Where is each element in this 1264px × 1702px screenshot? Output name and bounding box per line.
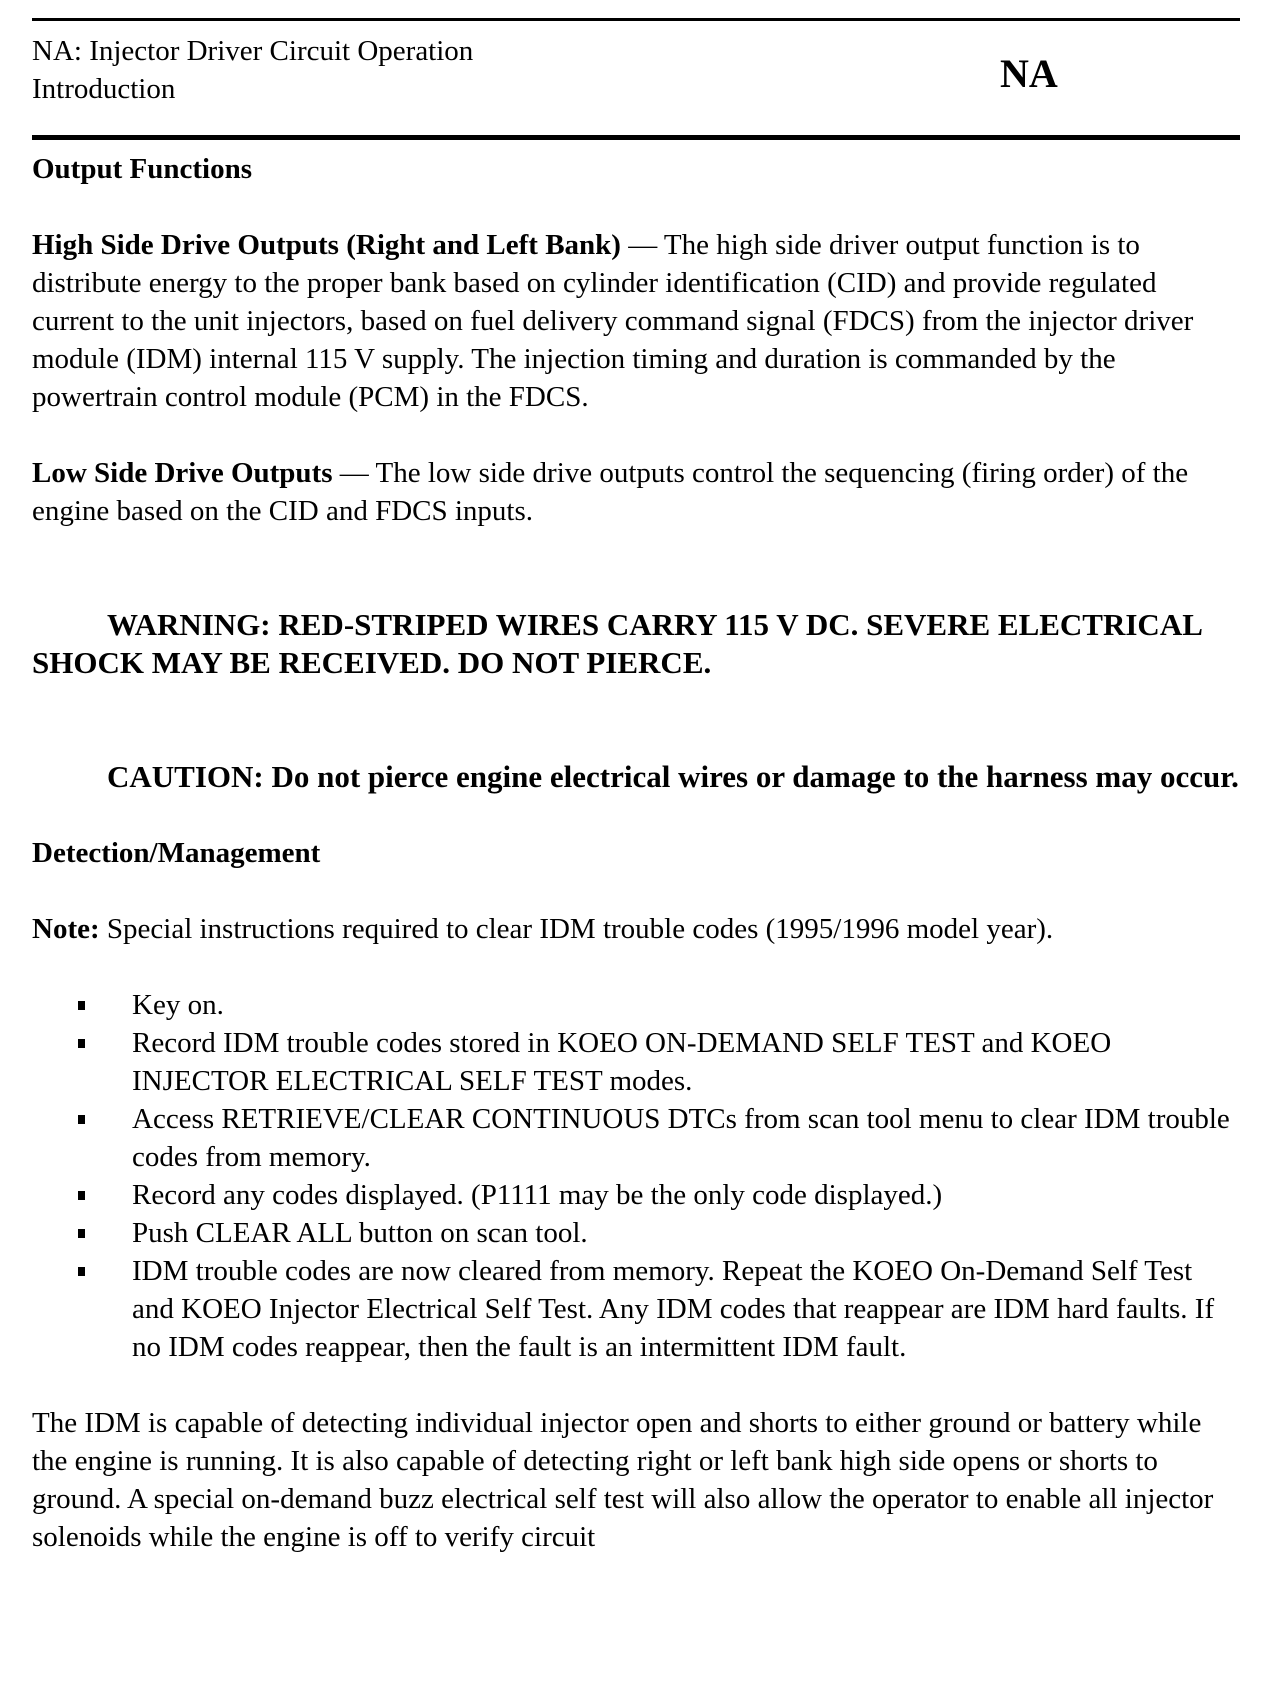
section-code: NA — [1000, 51, 1058, 96]
note-label: Note: — [32, 913, 100, 945]
low-side-label: Low Side Drive Outputs — [32, 457, 333, 489]
closing-paragraph: The IDM is capable of detecting individual injector open and shorts to either ground or battery while the engine is running. It is also capable of detecting right or left bank high side opens or shorts to ground. A special on-demand buzz electrical self test will also allow the operator to enable all injector solenoids while the engine is off to verify circuit — [32, 1407, 1214, 1553]
section-heading-detection: Detection/Management — [32, 837, 321, 869]
high-side-paragraph — [32, 226, 1240, 416]
list-item: Access RETRIEVE/CLEAR CONTINUOUS DTCs from scan tool menu to clear IDM trouble codes from memory. — [32, 1100, 1240, 1176]
list-item: Push CLEAR ALL button on scan tool. — [32, 1214, 1240, 1252]
note-paragraph — [32, 910, 1240, 948]
low-side-text: — The low side drive outputs control the sequencing (firing order) of the engine based on the CID and FDCS inputs. — [32, 457, 1189, 527]
bullet-icon — [78, 1267, 85, 1276]
header-subtitle: Introduction — [32, 73, 176, 105]
note-text: Special instructions required to clear IDM trouble codes (1995/1996 model year). — [99, 913, 1054, 945]
section-heading-output-functions: Output Functions — [32, 153, 252, 185]
header-title: NA: Injector Driver Circuit Operation — [32, 35, 474, 67]
caution-paragraph — [32, 758, 1240, 796]
bullet-icon — [78, 1039, 85, 1048]
caution-text: CAUTION: Do not pierce engine electrical wires or damage to the harness may occur. — [107, 759, 1239, 794]
clear-codes-steps — [32, 986, 1240, 1366]
list-item: IDM trouble codes are now cleared from memory. Repeat the KOEO On-Demand Self Test and KOEO Injector Electrical Self Test. Any IDM codes that reappear are IDM hard faults. If no IDM codes reappear, then the fault is an intermittent IDM fault. — [32, 1252, 1240, 1366]
document-header — [32, 32, 1240, 112]
list-item: Key on. — [32, 986, 1240, 1024]
list-item: Record IDM trouble codes stored in KOEO ON-DEMAND SELF TEST and KOEO INJECTOR ELECTRICAL SELF TEST modes. — [32, 1024, 1240, 1100]
header-top-rule — [32, 18, 1240, 21]
high-side-label: High Side Drive Outputs (Right and Left Bank) — [32, 229, 621, 261]
warning-paragraph — [32, 606, 1240, 682]
low-side-paragraph — [32, 454, 1240, 530]
list-item: Record any codes displayed. (P1111 may be the only code displayed.) — [32, 1176, 1240, 1214]
header-bottom-rule — [32, 135, 1240, 140]
warning-text: WARNING: RED-STRIPED WIRES CARRY 115 V DC. SEVERE ELECTRICAL SHOCK MAY BE RECEIVED. DO NOT PIERCE. — [32, 607, 1202, 680]
bullet-icon — [78, 1229, 85, 1238]
document-body — [32, 150, 1240, 1556]
header-titles — [32, 32, 473, 108]
bullet-icon — [78, 1115, 85, 1124]
bullet-icon — [78, 1191, 85, 1200]
bullet-icon — [78, 1001, 85, 1010]
high-side-text: — The high side driver output function is to distribute energy to the proper bank based on cylinder identification (CID) and provide regulated current to the unit injectors, based on fuel delivery command signal (FDCS) from the injector driver module (IDM) internal 115 V supply. The injection timing and duration is commanded by the powertrain control module (PCM) in the FDCS. — [32, 229, 1194, 413]
